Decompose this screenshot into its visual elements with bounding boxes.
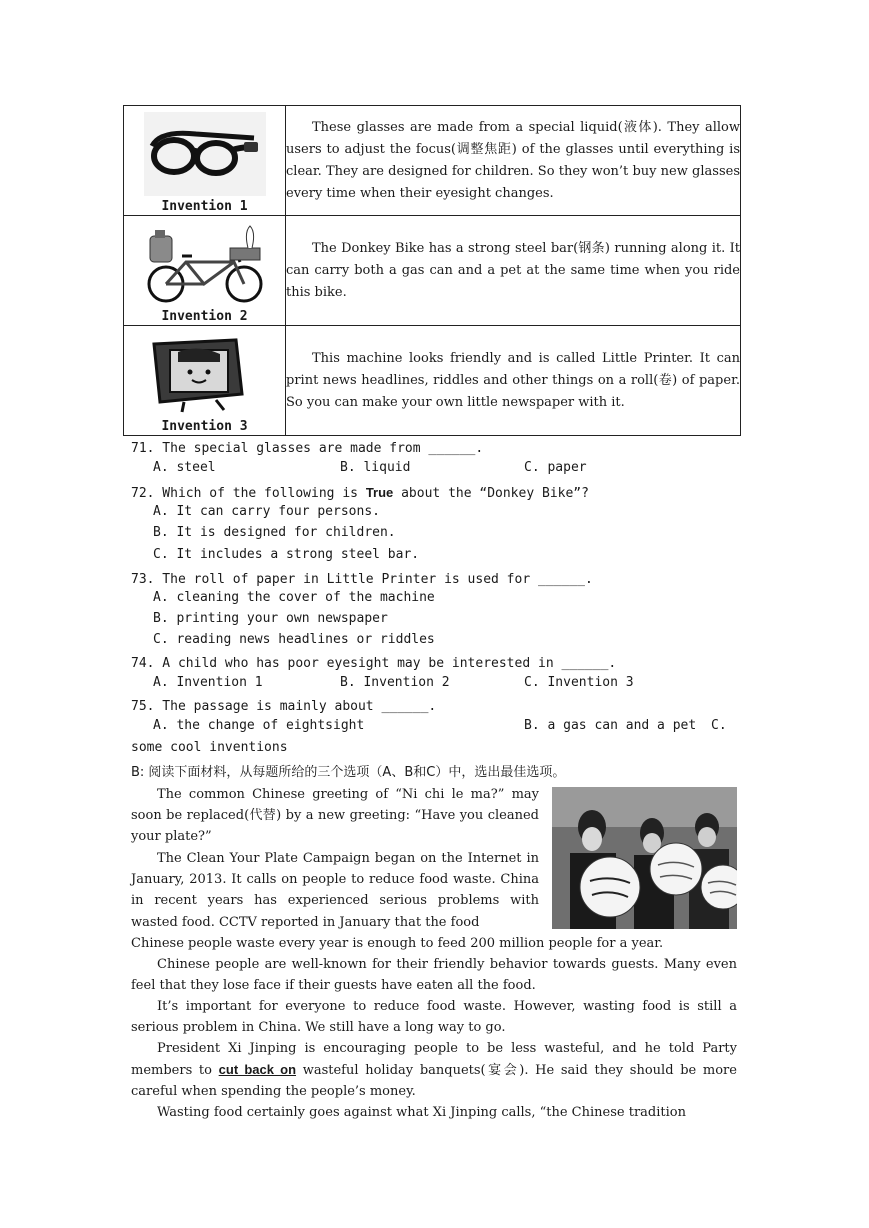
paragraph-1: The common Chinese greeting of “Ni chi le ma?” may soon be replaced(代替) by a new greeting: “Have you cleaned your plate?”	[131, 787, 539, 845]
printer-icon	[144, 332, 266, 416]
invention-row	[124, 326, 741, 436]
paragraph-4: It’s important for everyone to reduce food waste. However, wasting food is still a serious problem in China. We still have a long way to go.	[131, 999, 737, 1036]
paragraph-6: Wasting food certainly goes against what Xi Jinping calls, “the Chinese tradition	[157, 1105, 686, 1120]
option-b: B. Invention 2	[340, 675, 450, 690]
option-c: C.	[711, 718, 727, 733]
key-phrase: cut back on	[218, 1062, 297, 1078]
option-c: C. It includes a strong steel bar.	[153, 547, 420, 562]
option-a: A. steel	[153, 460, 216, 475]
question-72	[131, 482, 741, 505]
bike-icon	[144, 222, 266, 306]
option-b: B. a gas can and a pet	[524, 718, 697, 733]
invention-row	[124, 216, 741, 326]
question-71: 71. The special glasses are made from ______.	[131, 441, 484, 456]
invention-caption: Invention 1	[161, 199, 248, 214]
question-stem: about the “Donkey Bike”?	[393, 486, 589, 501]
glasses-icon	[144, 112, 266, 196]
option-a: A. the change of eightsight	[153, 718, 365, 733]
option-c-continued: some cool inventions	[131, 740, 288, 755]
option-b: B. It is designed for children.	[153, 525, 396, 540]
option-a: A. It can carry four persons.	[153, 504, 380, 519]
option-a: A. cleaning the cover of the machine	[153, 590, 435, 605]
paragraph-5	[131, 1038, 737, 1103]
invention-image-cell	[124, 326, 286, 436]
paragraph-2: The Clean Your Plate Campaign began on the Internet in January, 2013. It calls on people to reduce food waste. China in recent years has experienced serious problems with wasted food. CCTV reported in January that the food	[131, 851, 539, 930]
paragraph-text: President Xi Jinping is encouraging people to be less wasteful, and he told Party members to	[131, 1041, 737, 1079]
paragraph-text: wasteful holiday banquets(宴会). He said they should be more careful when spending the people’s money.	[131, 1063, 737, 1100]
option-a: A. Invention 1	[153, 675, 263, 690]
inventions-table	[123, 105, 741, 436]
option-c: C. paper	[524, 460, 587, 475]
invention-image-cell	[124, 106, 286, 216]
paragraph-2-continued: Chinese people waste every year is enough to feed 200 million people for a year.	[131, 936, 664, 951]
question-74: 74. A child who has poor eyesight may be interested in ______.	[131, 656, 617, 671]
question-75: 75. The passage is mainly about ______.	[131, 699, 437, 714]
invention-description: These glasses are made from a special liquid(液体). They allow users to adjust the focus(调整焦距) of the glasses until everything is clear. They are designed for children. So they won’t buy new glasses every time when their eyesight changes.	[286, 106, 741, 216]
paragraph-3: Chinese people are well-known for their friendly behavior towards guests. Many even feel that they lose face if their guests have eaten all the food.	[131, 957, 737, 994]
option-c: C. Invention 3	[524, 675, 634, 690]
question-73: 73. The roll of paper in Little Printer is used for ______.	[131, 572, 593, 587]
option-b: B. liquid	[340, 460, 411, 475]
question-stem: 72. Which of the following is	[131, 486, 366, 501]
invention-row	[124, 106, 741, 216]
invention-caption: Invention 3	[161, 419, 248, 434]
campaign-photo	[552, 787, 737, 929]
section-b-heading: B: 阅读下面材料，从每题所给的三个选项（A、B和C）中，选出最佳选项。	[131, 765, 566, 780]
invention-description: The Donkey Bike has a strong steel bar(钢条) running along it. It can carry both a gas can and a pet at the same time when you ride this bike.	[286, 216, 741, 326]
invention-description: This machine looks friendly and is called Little Printer. It can print news headlines, riddles and other things on a roll(卷) of paper. So you can make your own little newspaper with it.	[286, 326, 741, 436]
invention-image-cell	[124, 216, 286, 326]
option-b: B. printing your own newspaper	[153, 611, 388, 626]
question-keyword: True	[365, 485, 394, 500]
option-c: C. reading news headlines or riddles	[153, 632, 435, 647]
invention-caption: Invention 2	[161, 309, 248, 324]
